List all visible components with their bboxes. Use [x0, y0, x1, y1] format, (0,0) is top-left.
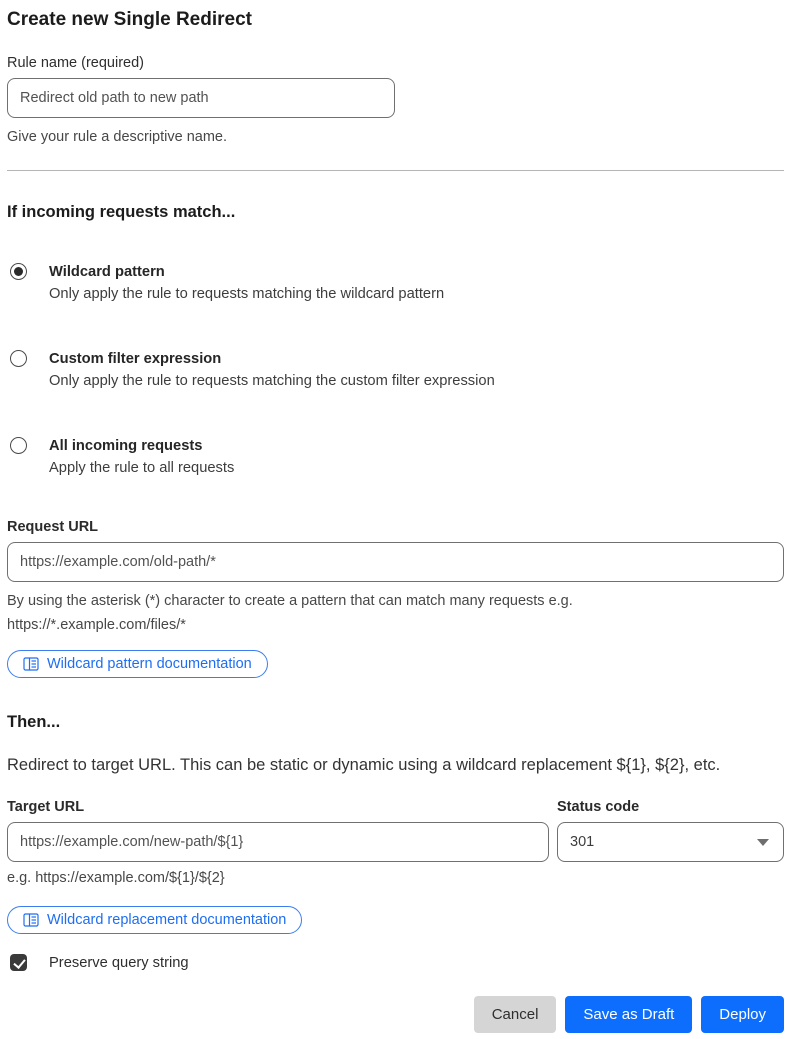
- target-url-input[interactable]: [7, 822, 549, 862]
- save-as-draft-button[interactable]: Save as Draft: [565, 996, 692, 1033]
- book-icon: [23, 657, 39, 671]
- checkbox-label[interactable]: Preserve query string: [49, 954, 189, 971]
- then-description: Redirect to target URL. This can be static or dynamic using a wildcard replacement ${1}, ${2}, etc.: [7, 756, 721, 774]
- checkbox-checked-icon[interactable]: [10, 954, 27, 971]
- radio-button-icon[interactable]: [10, 263, 27, 280]
- radio-description: Apply the rule to all requests: [49, 460, 235, 476]
- then-section-heading: Then...: [7, 713, 61, 731]
- status-code-value: 301: [570, 834, 595, 850]
- radio-label[interactable]: All incoming requests: [49, 438, 203, 454]
- radio-option-all-requests[interactable]: [7, 435, 784, 480]
- doc-button-label: Wildcard pattern documentation: [47, 656, 252, 672]
- preserve-query-string-row[interactable]: [7, 954, 784, 971]
- target-url-helper: e.g. https://example.com/${1}/${2}: [7, 870, 225, 886]
- radio-button-icon[interactable]: [10, 437, 27, 454]
- doc-button-label: Wildcard replacement documentation: [47, 912, 287, 928]
- page-title: Create new Single Redirect: [7, 9, 252, 30]
- rule-name-helper: Give your rule a descriptive name.: [7, 129, 228, 145]
- radio-description: Only apply the rule to requests matching the custom filter expression: [49, 373, 495, 389]
- request-url-label: Request URL: [7, 519, 99, 535]
- caret-down-icon: [757, 839, 769, 846]
- status-code-label: Status code: [557, 799, 640, 815]
- section-divider: [7, 170, 784, 171]
- cancel-button[interactable]: Cancel: [474, 996, 557, 1033]
- radio-option-wildcard-pattern[interactable]: [7, 261, 784, 306]
- request-url-helper: By using the asterisk (*) character to create a pattern that can match many requests e.g. https://*.example.com/files/*: [7, 593, 573, 633]
- target-url-label: Target URL: [7, 799, 85, 815]
- match-section-heading: If incoming requests match...: [7, 203, 236, 221]
- rule-name-input[interactable]: [7, 78, 395, 118]
- rule-name-label: Rule name (required): [7, 55, 145, 71]
- request-url-input[interactable]: [7, 542, 784, 582]
- deploy-button[interactable]: Deploy: [701, 996, 784, 1033]
- radio-label[interactable]: Custom filter expression: [49, 351, 222, 367]
- radio-button-icon[interactable]: [10, 350, 27, 367]
- wildcard-pattern-doc-button[interactable]: [7, 650, 268, 678]
- book-icon: [23, 913, 39, 927]
- status-code-select[interactable]: [557, 822, 784, 862]
- radio-description: Only apply the rule to requests matching the wildcard pattern: [49, 286, 445, 302]
- radio-label[interactable]: Wildcard pattern: [49, 264, 165, 280]
- wildcard-replacement-doc-button[interactable]: [7, 906, 302, 934]
- footer-actions: [7, 996, 784, 1033]
- radio-option-custom-filter[interactable]: [7, 348, 784, 393]
